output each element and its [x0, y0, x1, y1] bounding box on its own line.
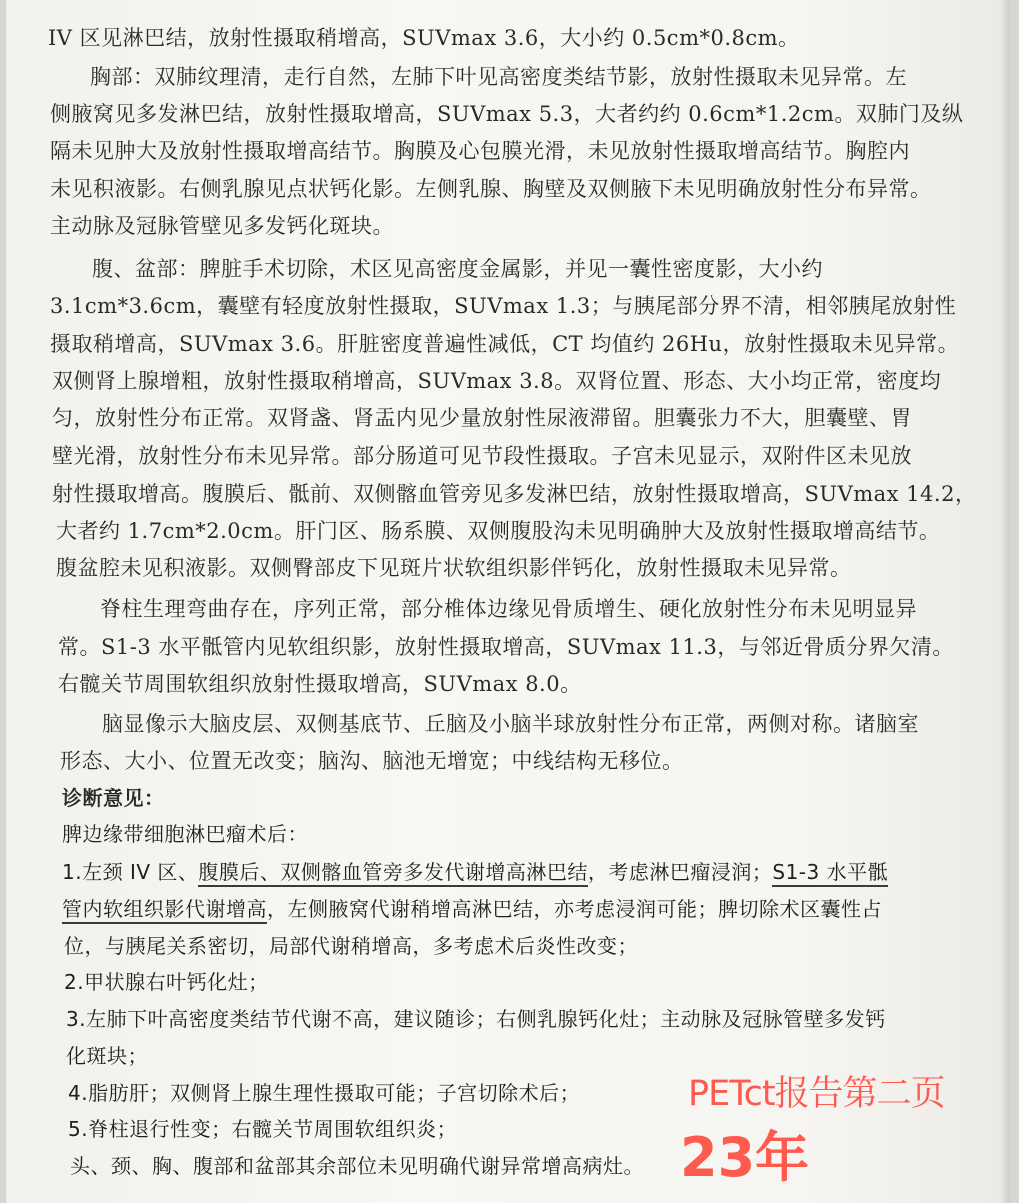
- report-line: 侧腋窝见多发淋巴结，放射性摄取增高，SUVmax 5.3，大者约约 0.6cm*1.2cm。双肺门及纵: [50, 102, 964, 126]
- report-line: 主动脉及冠脉管壁见多发钙化斑块。: [50, 214, 394, 238]
- diagnosis-item-4: 4.脂肪肝；双侧肾上腺生理性摄取可能；子宫切除术后；: [68, 1081, 581, 1105]
- report-line: 形态、大小、位置无改变；脑沟、脑池无增宽；中线结构无移位。: [60, 749, 684, 773]
- report-line: 双侧肾上腺增粗，放射性摄取稍增高，SUVmax 3.8。双肾位置、形态、大小均正常，密度均: [52, 369, 942, 393]
- report-line: 脊柱生理弯曲存在，序列正常，部分椎体边缘见骨质增生、硬化放射性分布未见明显异: [100, 597, 917, 621]
- diagnosis-item-2: 2.甲状腺右叶钙化灶；: [64, 970, 269, 994]
- diagnosis-intro: 脾边缘带细胞淋巴瘤术后：: [62, 822, 308, 846]
- diagnosis-item-1-cont: 位，与胰尾关系密切，局部代谢稍增高，多考虑术后炎性改变；: [64, 934, 638, 958]
- underlined-finding: 管内软组织影代谢增高: [62, 897, 267, 924]
- page-edge-shadow: [1001, 0, 1010, 1203]
- report-line: 腹、盆部：脾脏手术切除，术区见高密度金属影，并见一囊性密度影，大小约: [92, 257, 823, 281]
- underlined-finding: 腹膜后、双侧髂血管旁多发代谢增高淋巴结: [198, 860, 588, 887]
- report-line: 隔未见肿大及放射性摄取增高结节。胸膜及心包膜光滑，未见放射性摄取增高结节。胸腔内: [50, 139, 910, 163]
- annotation-title: PETct报告第二页: [688, 1074, 945, 1114]
- underlined-finding: S1-3 水平骶: [772, 860, 888, 887]
- diagnosis-item-1-cont: [62, 893, 882, 922]
- report-line: 大者约 1.7cm*2.0cm。肝门区、肠系膜、双侧腹股沟未见明确肿大及放射性摄取增高结节。: [56, 519, 941, 543]
- report-line: 射性摄取增高。腹膜后、骶前、双侧髂血管旁见多发淋巴结，放射性摄取增高，SUVmax 14.2，: [52, 482, 977, 506]
- report-line: 右髋关节周围软组织放射性摄取增高，SUVmax 8.0。: [58, 672, 582, 696]
- diagnosis-text: ，考虑淋巴瘤浸润；: [587, 860, 773, 884]
- report-line: 匀，放射性分布正常。双肾盏、肾盂内见少量放射性尿液滞留。胆囊张力不大，胆囊壁、胃: [52, 406, 912, 430]
- report-line: IV 区见淋巴结，放射性摄取稍增高，SUVmax 3.6，大小约 0.5cm*0.8cm。: [48, 26, 800, 50]
- report-line: 壁光滑，放射性分布未见异常。部分肠道可见节段性摄取。子宫未见显示，双附件区未见放: [52, 444, 912, 468]
- diagnosis-item-1: [62, 856, 888, 885]
- diagnosis-text: ，左侧腋窝代谢稍增高淋巴结，亦考虑浸润可能；脾切除术区囊性占: [267, 897, 882, 921]
- report-line: 胸部：双肺纹理清，走行自然，左肺下叶见高密度类结节影，放射性摄取未见异常。左: [90, 65, 907, 89]
- report-line: 摄取稍增高，SUVmax 3.6。肝脏密度普遍性减低，CT 均值约 26Hu，放射性摄取未见异常。: [50, 332, 960, 356]
- diagnosis-item-5: 5.脊柱退行性变；右髋关节周围软组织炎；: [68, 1117, 458, 1141]
- report-line: 未见积液影。右侧乳腺见点状钙化影。左侧乳腺、胸壁及双侧腋下未见明确放射性分布异常。: [50, 177, 932, 201]
- report-line: 脑显像示大脑皮层、双侧基底节、丘脑及小脑半球放射性分布正常，两侧对称。诸脑室: [102, 712, 919, 736]
- report-line: 常。S1-3 水平骶管内见软组织影，放射性摄取增高，SUVmax 11.3，与邻近骨质分界欠清。: [58, 635, 954, 659]
- report-line: 3.1cm*3.6cm，囊壁有轻度放射性摄取，SUVmax 1.3；与胰尾部分界不清，相邻胰尾放射性: [50, 294, 957, 318]
- diagnosis-item-3-cont: 化斑块；: [66, 1044, 148, 1068]
- report-page: [6, 0, 1010, 1203]
- diagnosis-item-3: 3.左肺下叶高密度类结节代谢不高，建议随诊；右侧乳腺钙化灶；主动脉及冠脉管壁多发钙: [66, 1007, 886, 1031]
- diagnosis-text: 1.左颈 IV 区、: [62, 860, 199, 884]
- report-line: 腹盆腔未见积液影。双侧臀部皮下见斑片状软组织影伴钙化，放射性摄取未见异常。: [56, 556, 852, 580]
- diagnosis-heading: 诊断意见：: [62, 786, 165, 810]
- annotation-year: 23年: [680, 1126, 810, 1189]
- diagnosis-item-6: 头、颈、胸、腹部和盆部其余部位未见明确代谢异常增高病灶。: [70, 1154, 644, 1178]
